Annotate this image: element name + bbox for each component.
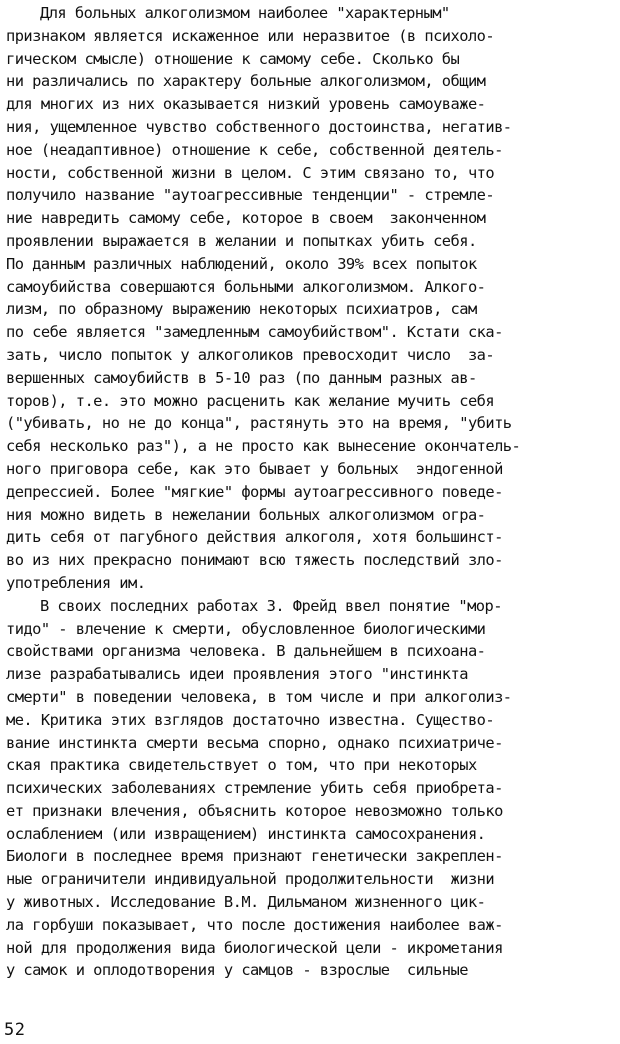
text-line: вание инстинкта смерти весьма спорно, однако психиатриче- — [6, 733, 503, 752]
text-line: По данным различных наблюдений, около 39% всех попыток — [6, 254, 477, 273]
text-line: лизм, по образному выражению некоторых психиатров, сам — [6, 300, 477, 319]
text-line: депрессией. Более "мягкие" формы аутоагрессивного поведе- — [6, 482, 503, 501]
text-line: Для больных алкоголизмом наиболее "характерным" — [40, 4, 450, 22]
text-line: признаком является искаженное или неразвитое (в психоло- — [6, 26, 495, 45]
text-line: В своих последних работах З. Фрейд ввел понятие "мор- — [40, 596, 502, 615]
text-line: гическом смысле) отношение к самому себе. Сколько бы — [6, 49, 460, 68]
text-line: ное (неадаптивное) отношение к себе, собственной деятель- — [6, 140, 503, 159]
text-line: ного приговора себе, как это бывает у больных эндогенной — [6, 459, 503, 478]
text-line: ослаблением (или извращением) инстинкта самосохранения. — [6, 824, 486, 843]
text-line: торов), т.е. это можно расценить как желание мучить себя — [6, 391, 495, 410]
text-line: ности, собственной жизни в целом. С этим связано то, что — [6, 163, 495, 182]
text-line: получило название "аутоагрессивные тенденции" - стремле- — [6, 186, 495, 205]
text-line: ния, ущемленное чувство собственного достоинства, негатив- — [6, 117, 512, 136]
text-line: ме. Критика этих взглядов достаточно известна. Существо- — [6, 710, 495, 729]
text-line: ("убивать, но не до конца", растянуть это на время, "убить — [6, 414, 512, 433]
text-line: во из них прекрасно понимают всю тяжесть последствий зло- — [6, 551, 503, 570]
text-line: лизе разрабатывались идеи проявления этого "инстинкта — [6, 665, 468, 684]
text-line: у самок и оплодотворения у самцов - взрослые сильные — [6, 961, 468, 980]
body-text — [6, 2, 616, 982]
text-line: себя несколько раз"), а не просто как вынесение окончатель- — [6, 437, 521, 456]
text-line: у животных. Исследование В.М. Дильманом жизненного цик- — [6, 893, 486, 912]
text-line: ет признаки влечения, объяснить которое невозможно только — [6, 801, 503, 820]
text-line: ния можно видеть в нежелании больных алкоголизмом огра- — [6, 505, 486, 524]
text-line: свойствами организма человека. В дальнейшем в психоана- — [6, 642, 486, 661]
text-line: ни различались по характеру больные алкоголизмом, общим — [6, 72, 486, 91]
text-line: дить себя от пагубного действия алкоголя, хотя большинст- — [6, 528, 503, 547]
text-line: по себе является "замедленным самоубийством". Кстати ска- — [6, 323, 503, 342]
text-line: ла горбуши показывает, что после достижения наиболее важ- — [6, 915, 503, 934]
text-line: ной для продолжения вида биологической цели - икрометания — [6, 938, 503, 957]
text-line: тидо" - влечение к смерти, обусловленное биологическими — [6, 619, 486, 638]
text-line: употребления им. — [6, 573, 146, 592]
text-line: вершенных самоубийств в 5-10 раз (по данным разных ав- — [6, 368, 477, 387]
text-line: самоубийства совершаются больными алкоголизмом. Алкого- — [6, 277, 486, 296]
text-line: проявлении выражается в желании и попытках убить себя. — [6, 231, 477, 250]
text-line: для многих из них оказывается низкий уровень самоуваже- — [6, 95, 486, 114]
text-line: ская практика свидетельствует о том, что при некоторых — [6, 756, 477, 775]
text-line: Биологи в последнее время признают генетически закреплен- — [6, 847, 503, 866]
text-line: смерти" в поведении человека, в том числе и при алкоголиз- — [6, 687, 512, 706]
text-line: ние навредить самому себе, которое в своем законченном — [6, 209, 486, 228]
text-line: зать, число попыток у алкоголиков превосходит число за- — [6, 345, 495, 364]
text-line: ные ограничители индивидуальной продолжительности жизни — [6, 870, 495, 889]
text-line: психических заболеваниях стремление убить себя приобрета- — [6, 779, 503, 798]
page-number: 52 — [4, 1020, 26, 1040]
